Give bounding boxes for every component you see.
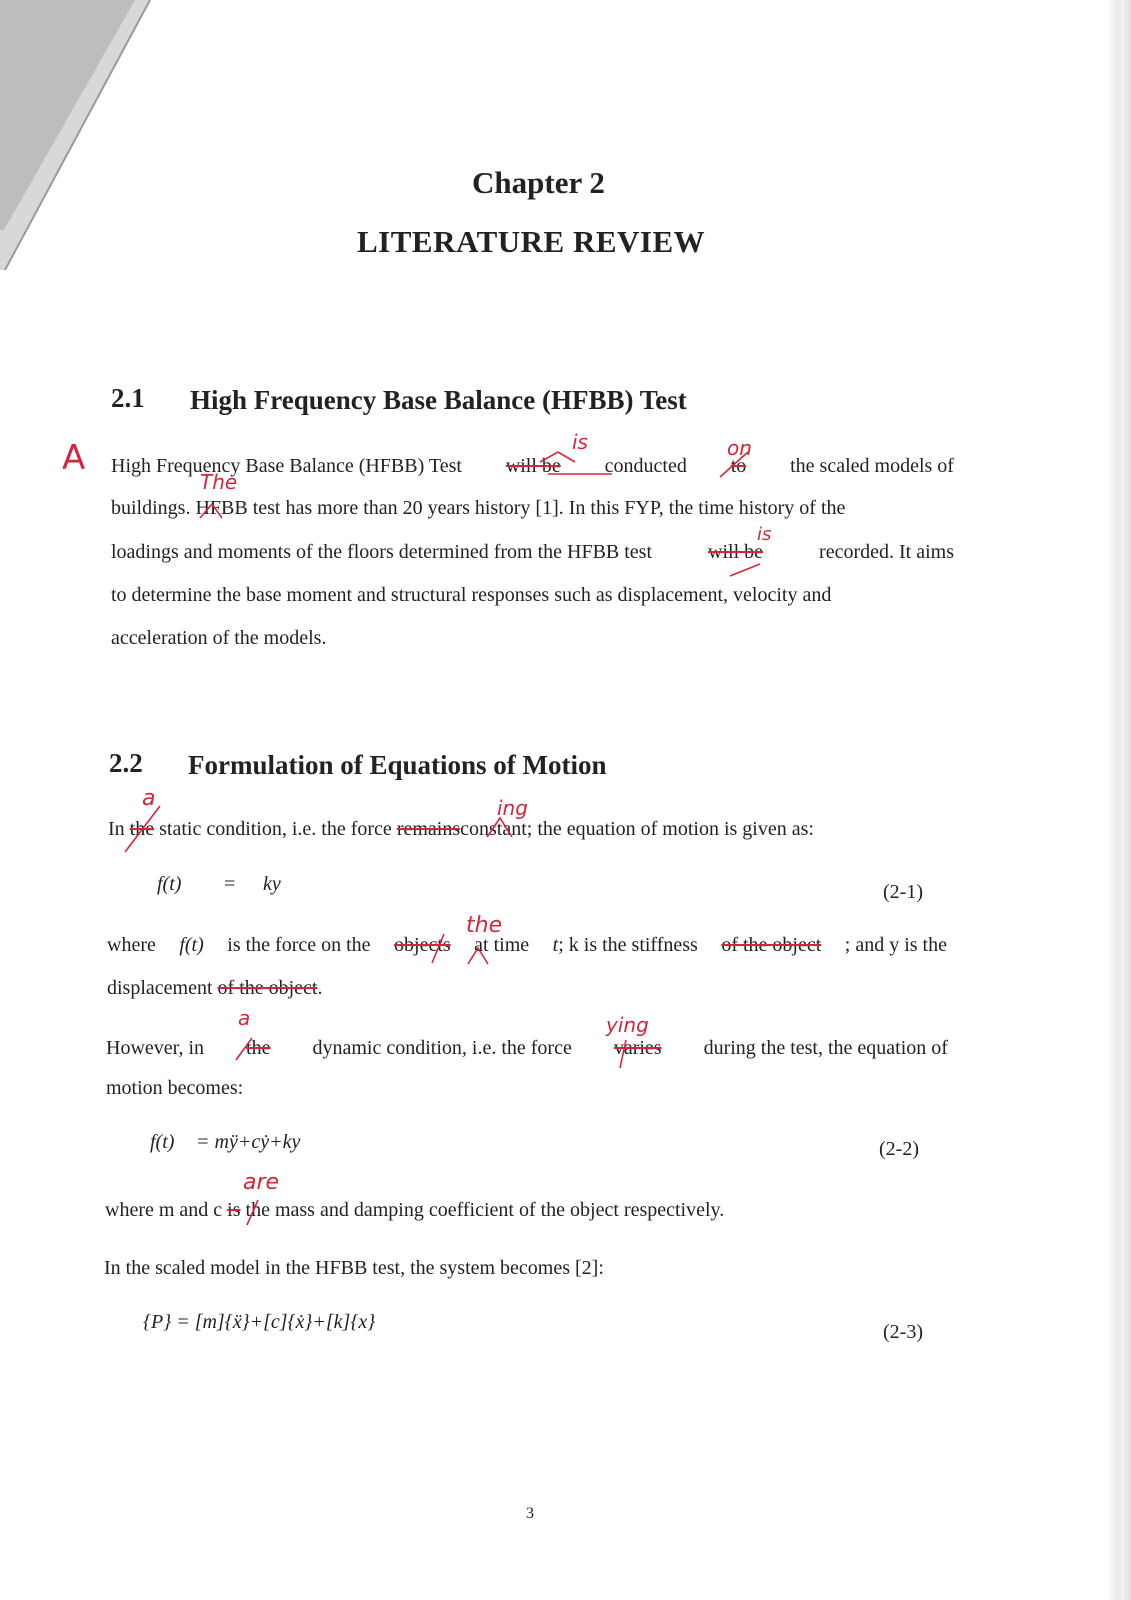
struck-text: objects bbox=[394, 934, 451, 956]
text-run: constant; the equation of motion is given as: bbox=[460, 818, 814, 840]
paragraph-line: In the scaled model in the HFBB test, the system becomes [2]: bbox=[104, 1257, 604, 1279]
text-run: High Frequency Base Balance (HFBB) Test bbox=[111, 455, 462, 477]
correction-annotation: a bbox=[142, 786, 156, 811]
correction-annotation: on bbox=[727, 436, 752, 460]
correction-annotation: is bbox=[757, 524, 772, 545]
struck-text: the bbox=[129, 818, 155, 840]
equation-lhs: f(t) bbox=[157, 873, 182, 895]
text-run: dynamic condition, i.e. the force bbox=[312, 1037, 572, 1059]
paragraph-line: acceleration of the models. bbox=[111, 627, 327, 649]
text-run: the scaled models of bbox=[790, 455, 954, 477]
symbol-ft: f(t) bbox=[179, 934, 204, 956]
section-title: High Frequency Base Balance (HFBB) Test bbox=[190, 385, 687, 415]
text-run: conducted bbox=[604, 455, 687, 477]
correction-annotation: are bbox=[243, 1170, 280, 1195]
equation-number: (2-2) bbox=[879, 1138, 919, 1160]
struck-text: of the object bbox=[721, 934, 822, 956]
correction-annotation: the bbox=[466, 913, 503, 938]
paragraph-line: motion becomes: bbox=[106, 1077, 244, 1099]
text-run: . bbox=[317, 977, 323, 999]
text-run: ; and y is the bbox=[844, 934, 947, 956]
paragraph-line: buildings. HFBB test has more than 20 years history [1]. In this FYP, the time history of the bbox=[111, 497, 846, 519]
equation-rhs: ky bbox=[263, 873, 281, 895]
correction-annotation: ing bbox=[497, 796, 528, 820]
text-run: loadings and moments of the floors determined from the HFBB test bbox=[111, 541, 653, 563]
text-run: at time bbox=[474, 934, 530, 956]
struck-text: of the object bbox=[217, 977, 318, 999]
text-run: the mass and damping coefficient of the object respectively. bbox=[245, 1199, 725, 1221]
struck-text: remains bbox=[396, 818, 461, 840]
correction-annotation: The bbox=[200, 470, 238, 494]
text-run: However, in bbox=[106, 1037, 205, 1059]
struck-text: will be bbox=[505, 455, 561, 477]
struck-text: the bbox=[246, 1037, 271, 1059]
section-title: Formulation of Equations of Motion bbox=[188, 750, 607, 780]
page-number: 3 bbox=[526, 1505, 534, 1522]
equation-lhs: f(t) bbox=[150, 1131, 175, 1153]
symbol-t: t bbox=[552, 934, 559, 956]
equation-operator: = bbox=[224, 873, 236, 895]
struck-text: to bbox=[730, 455, 747, 477]
text-run: static condition, i.e. the force bbox=[159, 818, 392, 840]
equation-number: (2-1) bbox=[883, 881, 923, 903]
struck-text: varies bbox=[613, 1037, 662, 1059]
text-run: displacement bbox=[107, 977, 213, 999]
section-number: 2.1 bbox=[111, 383, 145, 413]
text-run: where m and c bbox=[105, 1199, 223, 1221]
equation-number: (2-3) bbox=[883, 1321, 923, 1343]
equation-rhs: = mÿ+cẏ+ky bbox=[196, 1131, 301, 1153]
text-run: during the test, the equation of bbox=[703, 1037, 948, 1059]
equation-matrix: {P} = [m]{ẍ}+[c]{ẋ}+[k]{x} bbox=[143, 1311, 376, 1333]
correction-annotation: a bbox=[238, 1006, 251, 1030]
text-run: In bbox=[108, 818, 125, 840]
paragraph-line: to determine the base moment and structural responses such as displacement, velocity and bbox=[111, 584, 832, 606]
struck-text: will be bbox=[708, 541, 764, 563]
chapter-label: Chapter 2 bbox=[472, 165, 605, 200]
correction-annotation: is bbox=[572, 430, 588, 454]
struck-text: is bbox=[227, 1199, 241, 1221]
text-run: recorded. It aims bbox=[819, 541, 954, 563]
chapter-title: LITERATURE REVIEW bbox=[357, 224, 706, 259]
section-number: 2.2 bbox=[109, 748, 143, 778]
text-run: where bbox=[107, 934, 156, 956]
correction-annotation: ying bbox=[606, 1013, 649, 1037]
paragraph-mark-annotation: A bbox=[62, 438, 86, 478]
text-run: ; k is the stiffness bbox=[558, 934, 698, 956]
text-run: is the force on the bbox=[227, 934, 371, 956]
